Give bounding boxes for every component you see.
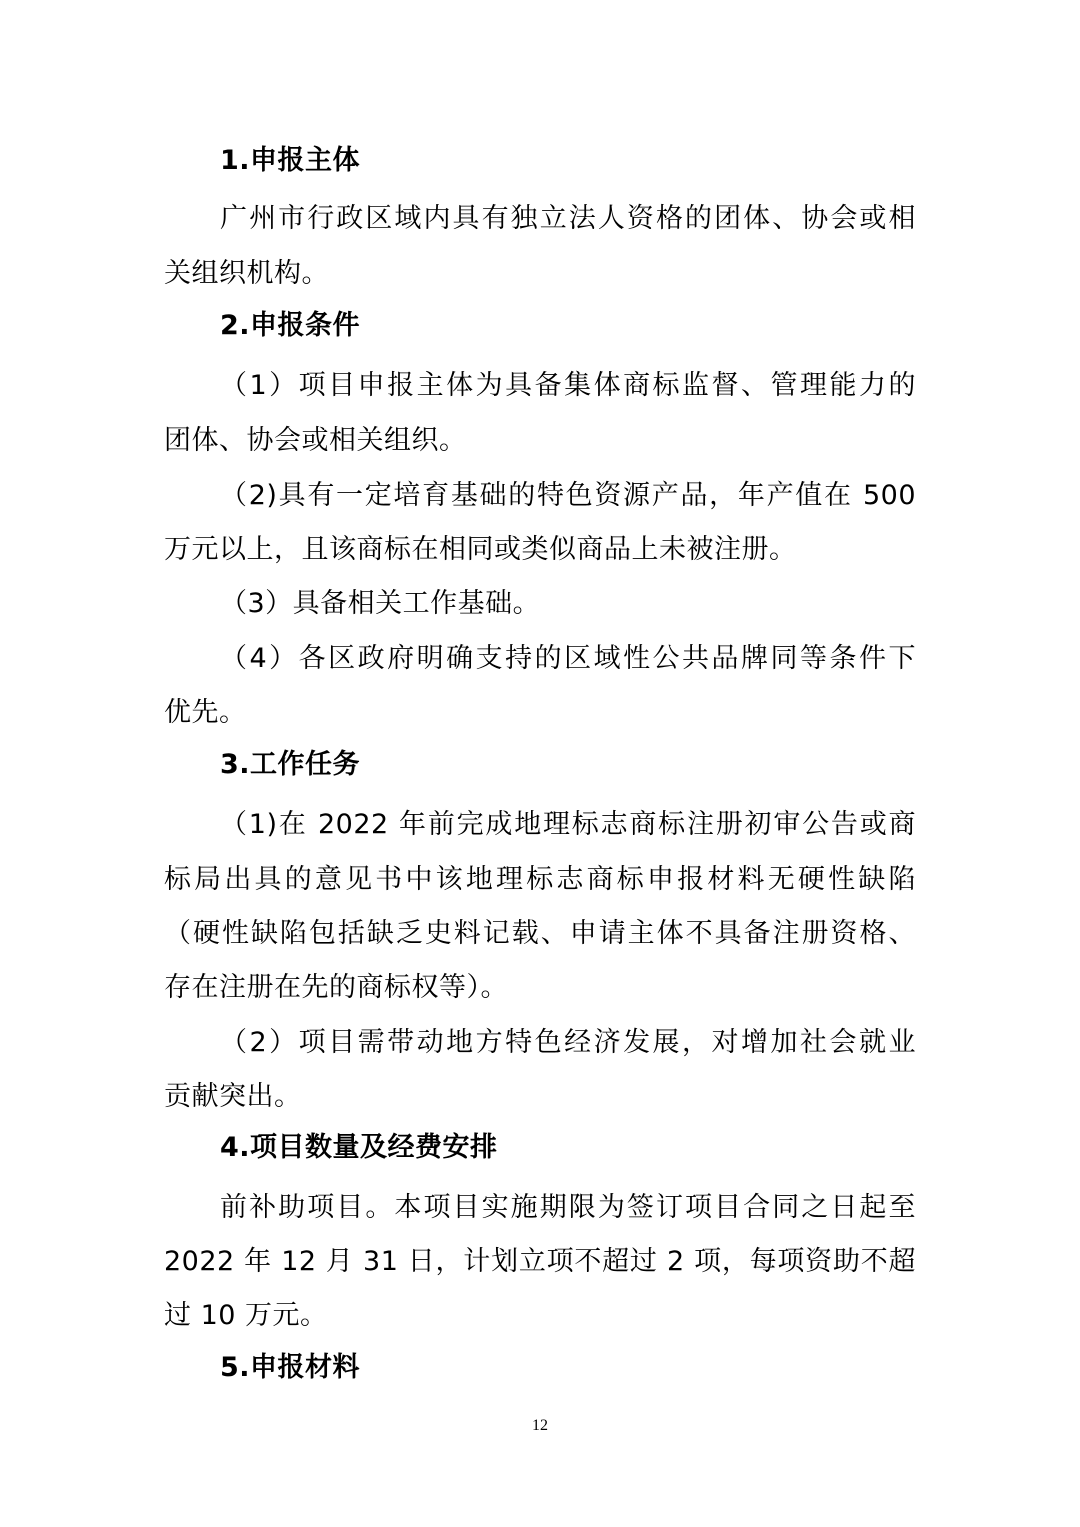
paragraph-line: 过 10 万元。 [164, 1300, 328, 1331]
paragraph-line: （2)具有一定培育基础的特色资源产品，年产值在 500 [220, 480, 916, 511]
section-heading-5: 5.申报材料 [220, 1352, 361, 1383]
section-heading-4: 4.项目数量及经费安排 [220, 1132, 498, 1163]
paragraph-line: （3）具备相关工作基础。 [220, 588, 541, 619]
paragraph-line: （4）各区政府明确支持的区域性公共品牌同等条件下 [220, 643, 916, 674]
paragraph-line: 2022 年 12 月 31 日，计划立项不超过 2 项，每项资助不超 [164, 1246, 916, 1277]
paragraph-line: （硬性缺陷包括缺乏史料记载、申请主体不具备注册资格、 [164, 918, 916, 949]
paragraph-line: 贡献突出。 [164, 1081, 302, 1112]
paragraph-line: 团体、协会或相关组织。 [164, 425, 467, 456]
paragraph-line: （1）项目申报主体为具备集体商标监督、管理能力的 [220, 370, 916, 401]
section-heading-1: 1.申报主体 [220, 145, 361, 176]
paragraph-line: 前补助项目。本项目实施期限为签订项目合同之日起至 [220, 1192, 916, 1223]
page-number: 12 [532, 1417, 548, 1434]
paragraph-line: 存在注册在先的商标权等）。 [164, 972, 508, 1003]
section-heading-3: 3.工作任务 [220, 749, 361, 780]
paragraph-line: 万元以上，且该商标在相同或类似商品上未被注册。 [164, 534, 797, 565]
paragraph-line: 优先。 [164, 697, 247, 728]
paragraph-line: 标局出具的意见书中该地理标志商标申报材料无硬性缺陷 [164, 864, 916, 895]
paragraph-line: （2）项目需带动地方特色经济发展，对增加社会就业 [220, 1027, 916, 1058]
paragraph-line: 关组织机构。 [164, 258, 329, 289]
paragraph-line: （1)在 2022 年前完成地理标志商标注册初审公告或商 [220, 809, 916, 840]
paragraph-line: 广州市行政区域内具有独立法人资格的团体、协会或相 [220, 203, 916, 234]
section-heading-2: 2.申报条件 [220, 310, 361, 341]
